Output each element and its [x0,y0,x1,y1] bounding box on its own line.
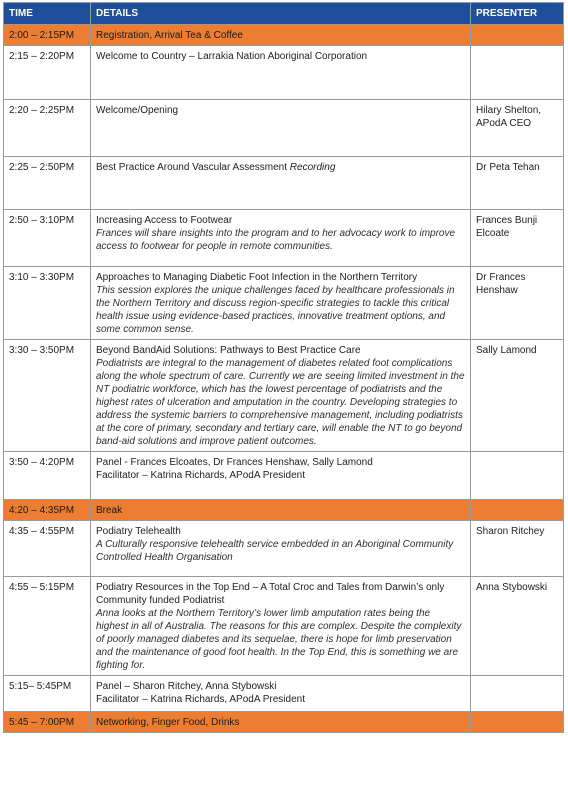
presenter-column-header: PRESENTER [471,3,564,25]
details-column-header: DETAILS [91,3,471,25]
session-time: 4:20 – 4:35PM [4,500,91,521]
session-title: Approaches to Managing Diabetic Foot Infection in the Northern Territory [96,272,418,283]
session-details [91,577,471,676]
session-details [91,46,471,100]
recording-note: Recording [289,162,336,173]
session-details [91,712,471,733]
session-details [91,676,471,712]
session-time: 4:55 – 5:15PM [4,577,91,676]
schedule-row-diabetic-foot-infection [4,267,564,340]
session-presenter [471,46,564,100]
session-presenter: Dr Peta Tehan [471,157,564,210]
schedule-row-telehealth [4,521,564,577]
session-time: 2:25 – 2:50PM [4,157,91,210]
session-time: 4:35 – 4:55PM [4,521,91,577]
session-details [91,267,471,340]
session-presenter: Sharon Ritchey [471,521,564,577]
session-details [91,157,471,210]
session-description: A Culturally responsive telehealth service embedded in an Aboriginal Community Controlled Health Organisation [96,539,454,563]
session-time: 2:20 – 2:25PM [4,100,91,157]
header-row [4,3,564,25]
schedule-row-panel-1 [4,452,564,500]
session-title: Increasing Access to Footwear [96,215,233,226]
session-title: Podiatry Telehealth [96,526,181,537]
schedule-row-welcome-opening [4,100,564,157]
session-presenter [471,712,564,733]
time-column-header: TIME [4,3,91,25]
session-presenter: Sally Lamond [471,340,564,452]
session-time: 2:50 – 3:10PM [4,210,91,267]
session-details [91,340,471,452]
session-description: Frances will share insights into the program and to her advocacy work to improve access to footwear for people in remote communities. [96,228,456,252]
session-time: 5:15– 5:45PM [4,676,91,712]
session-time: 2:00 – 2:15PM [4,25,91,46]
session-presenter [471,25,564,46]
session-presenter: Hilary Shelton, APodA CEO [471,100,564,157]
session-details [91,100,471,157]
session-presenter [471,500,564,521]
schedule-table [3,2,564,733]
schedule-row-footwear [4,210,564,267]
session-title: Welcome to Country – Larrakia Nation Aboriginal Corporation [96,51,368,62]
session-time: 3:10 – 3:30PM [4,267,91,340]
session-description: Anna looks at the Northern Territory’s lower limb amputation rates being the highest in all of Australia. The reasons for this are complex. Despite the complexity of poorly managed diabetes and its sequelae, there is hope for limb preservation and the maintenance of good foot health. In the Top End, this is something we are fighting for. [96,608,462,671]
session-details [91,521,471,577]
session-title: Beyond BandAid Solutions: Pathways to Best Practice Care [96,345,361,356]
session-title: Welcome/Opening [96,105,179,116]
session-presenter: Anna Stybowski [471,577,564,676]
program-schedule [3,2,564,733]
schedule-row-registration [4,25,564,46]
panel-facilitator: Facilitator – Katrina Richards, APodA President [96,470,305,481]
session-details [91,452,471,500]
session-title: Podiatry Resources in the Top End – A Total Croc and Tales from Darwin’s only Community funded Podiatrist [96,582,445,606]
session-presenter: Dr Frances Henshaw [471,267,564,340]
schedule-row-bandaid-solutions [4,340,564,452]
schedule-row-break [4,500,564,521]
schedule-row-podiatry-resources [4,577,564,676]
session-title: Networking, Finger Food, Drinks [96,717,240,728]
session-time: 3:30 – 3:50PM [4,340,91,452]
panel-facilitator: Facilitator – Katrina Richards, APodA President [96,694,305,705]
session-description: Podiatrists are integral to the management of diabetes related foot complications along the whole spectrum of care. Currently we are seeing limited investment in the NT podiatric workforce, which has the lowest percentage of podiatrists and the highest rates of ulceration and amputation in the country. Developing strategies to address the systemic barriers to comprehensive management, including podiatrists at the core of primary, secondary and tertiary care, will enable the NT to go beyond band-aid solutions and improve patient outcomes. [96,358,465,447]
panel-members: Panel – Sharon Ritchey, Anna Stybowski [96,681,277,692]
schedule-row-vascular-assessment [4,157,564,210]
session-presenter [471,676,564,712]
session-details [91,25,471,46]
session-title: Registration, Arrival Tea & Coffee [96,30,243,41]
panel-members: Panel - Frances Elcoates, Dr Frances Henshaw, Sally Lamond [96,457,373,468]
session-presenter [471,452,564,500]
session-time: 3:50 – 4:20PM [4,452,91,500]
session-title: Break [96,505,123,516]
session-presenter: Frances Bunji Elcoate [471,210,564,267]
session-title: Best Practice Around Vascular Assessment [96,162,288,173]
session-time: 5:45 – 7:00PM [4,712,91,733]
session-details [91,210,471,267]
schedule-row-panel-2 [4,676,564,712]
schedule-row-networking [4,712,564,733]
schedule-row-welcome-to-country [4,46,564,100]
session-time: 2:15 – 2:20PM [4,46,91,100]
session-description: This session explores the unique challenges faced by healthcare professionals in the Northern Territory and discuss region-specific strategies to tackle this critical health issue using evidence-based practices, innovative treatment options, and some common sense. [96,285,455,335]
session-details [91,500,471,521]
